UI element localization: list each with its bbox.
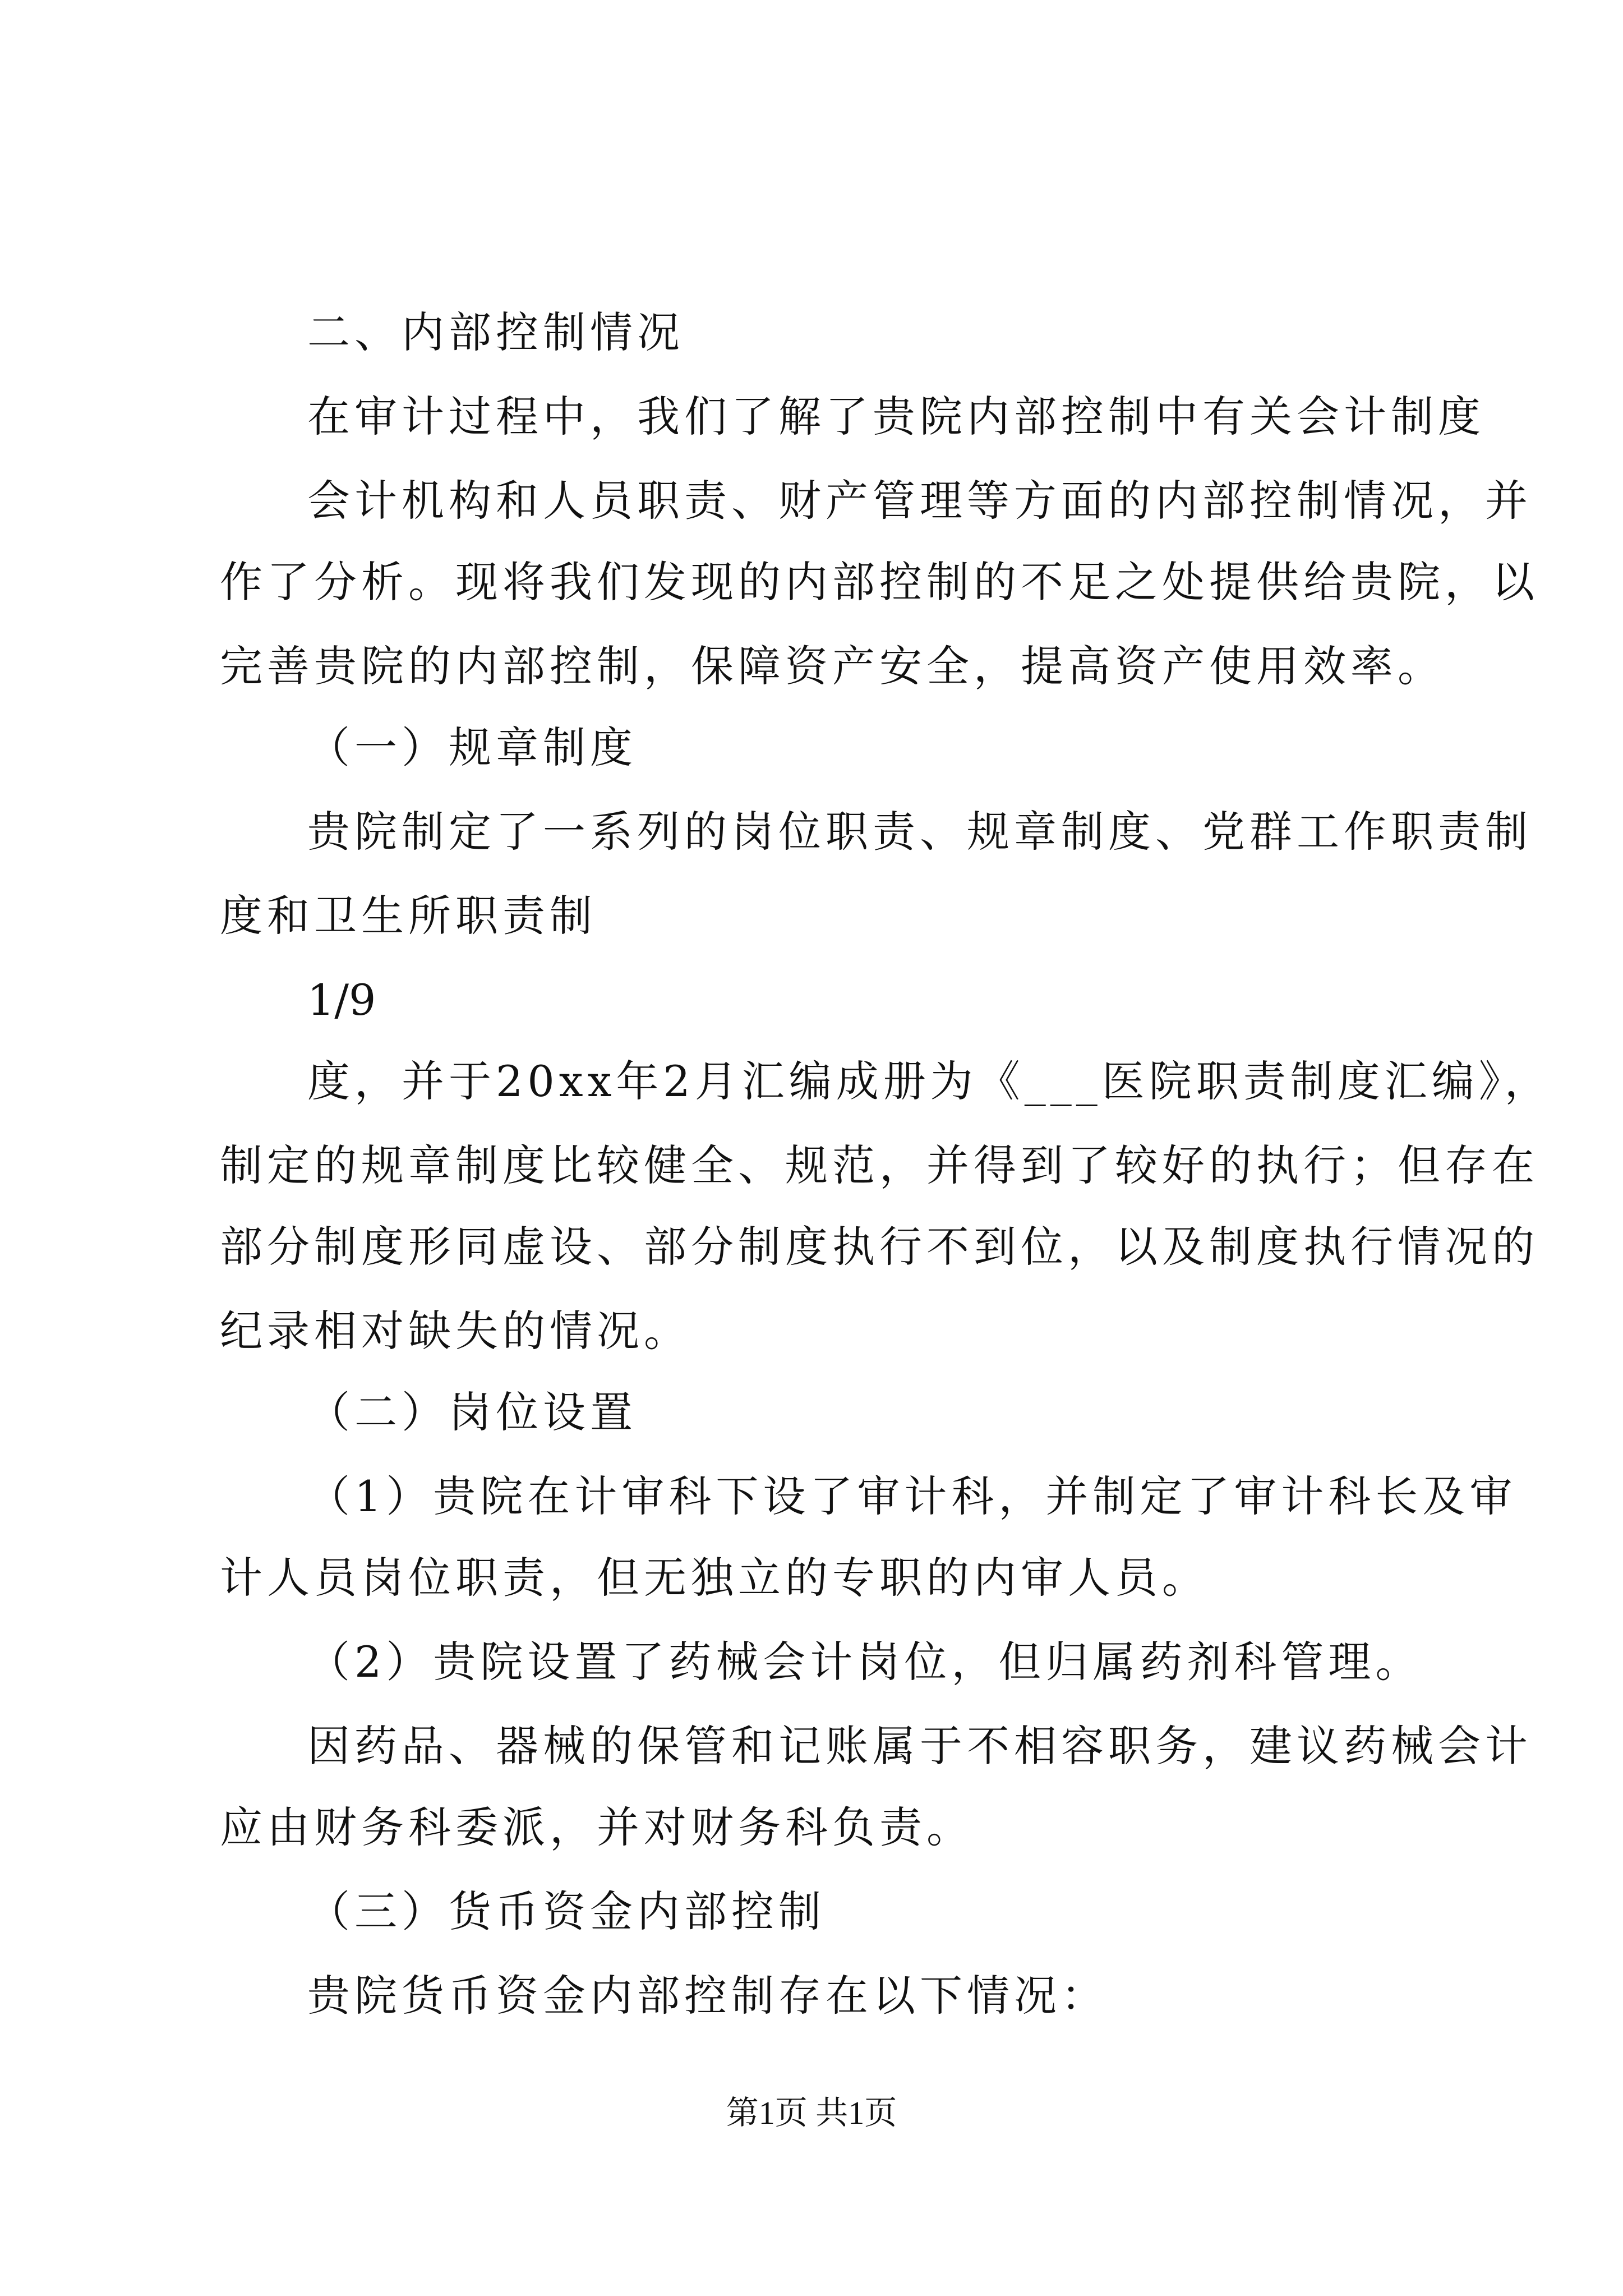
page-fraction: 1/9 [307, 975, 376, 1025]
paragraph-line: （2）贵院设置了药械会计岗位，但归属药剂科管理。 [307, 1637, 1423, 1687]
paragraph-line: 会计机构和人员职责、财产管理等方面的内部控制情况，并 [307, 476, 1532, 526]
subsection-heading: （三）货币资金内部控制 [307, 1887, 826, 1936]
paragraph-line: 应由财务科委派，并对财务科负责。 [220, 1802, 974, 1852]
paragraph-line: 因药品、器械的保管和记账属于不相容职务，建议药械会计 [307, 1721, 1532, 1771]
paragraph-line: 在审计过程中，我们了解了贵院内部控制中有关会计制度 [307, 392, 1485, 441]
paragraph-line: 度和卫生所职责制 [220, 891, 597, 941]
subsection-heading: （二）岗位设置 [307, 1387, 637, 1437]
page-footer: 第1页 共1页 [726, 2095, 897, 2131]
paragraph-line: 作了分析。现将我们发现的内部控制的不足之处提供给贵院，以 [220, 557, 1539, 607]
paragraph-line: 贵院制定了一系列的岗位职责、规章制度、党群工作职责制 [307, 807, 1532, 857]
paragraph-line: 制定的规章制度比较健全、规范，并得到了较好的执行；但存在 [220, 1140, 1539, 1190]
subsection-heading: （一）规章制度 [307, 723, 637, 772]
paragraph-line: 完善贵院的内部控制，保障资产安全，提高资产使用效率。 [220, 641, 1445, 691]
paragraph-line: 计人员岗位职责，但无独立的专职的内审人员。 [220, 1553, 1209, 1603]
paragraph-line: 贵院货币资金内部控制存在以下情况： [307, 1971, 1108, 2021]
paragraph-line: （1）贵院在计审科下设了审计科，并制定了审计科长及审 [307, 1471, 1517, 1521]
paragraph-line: 度，并于20xx年2月汇编成册为《___医院职责制度汇编》， [307, 1056, 1552, 1106]
paragraph-line: 部分制度形同虚设、部分制度执行不到位，以及制度执行情况的 [220, 1222, 1539, 1272]
section-heading: 二、内部控制情况 [307, 307, 684, 357]
paragraph-line: 纪录相对缺失的情况。 [220, 1306, 691, 1356]
